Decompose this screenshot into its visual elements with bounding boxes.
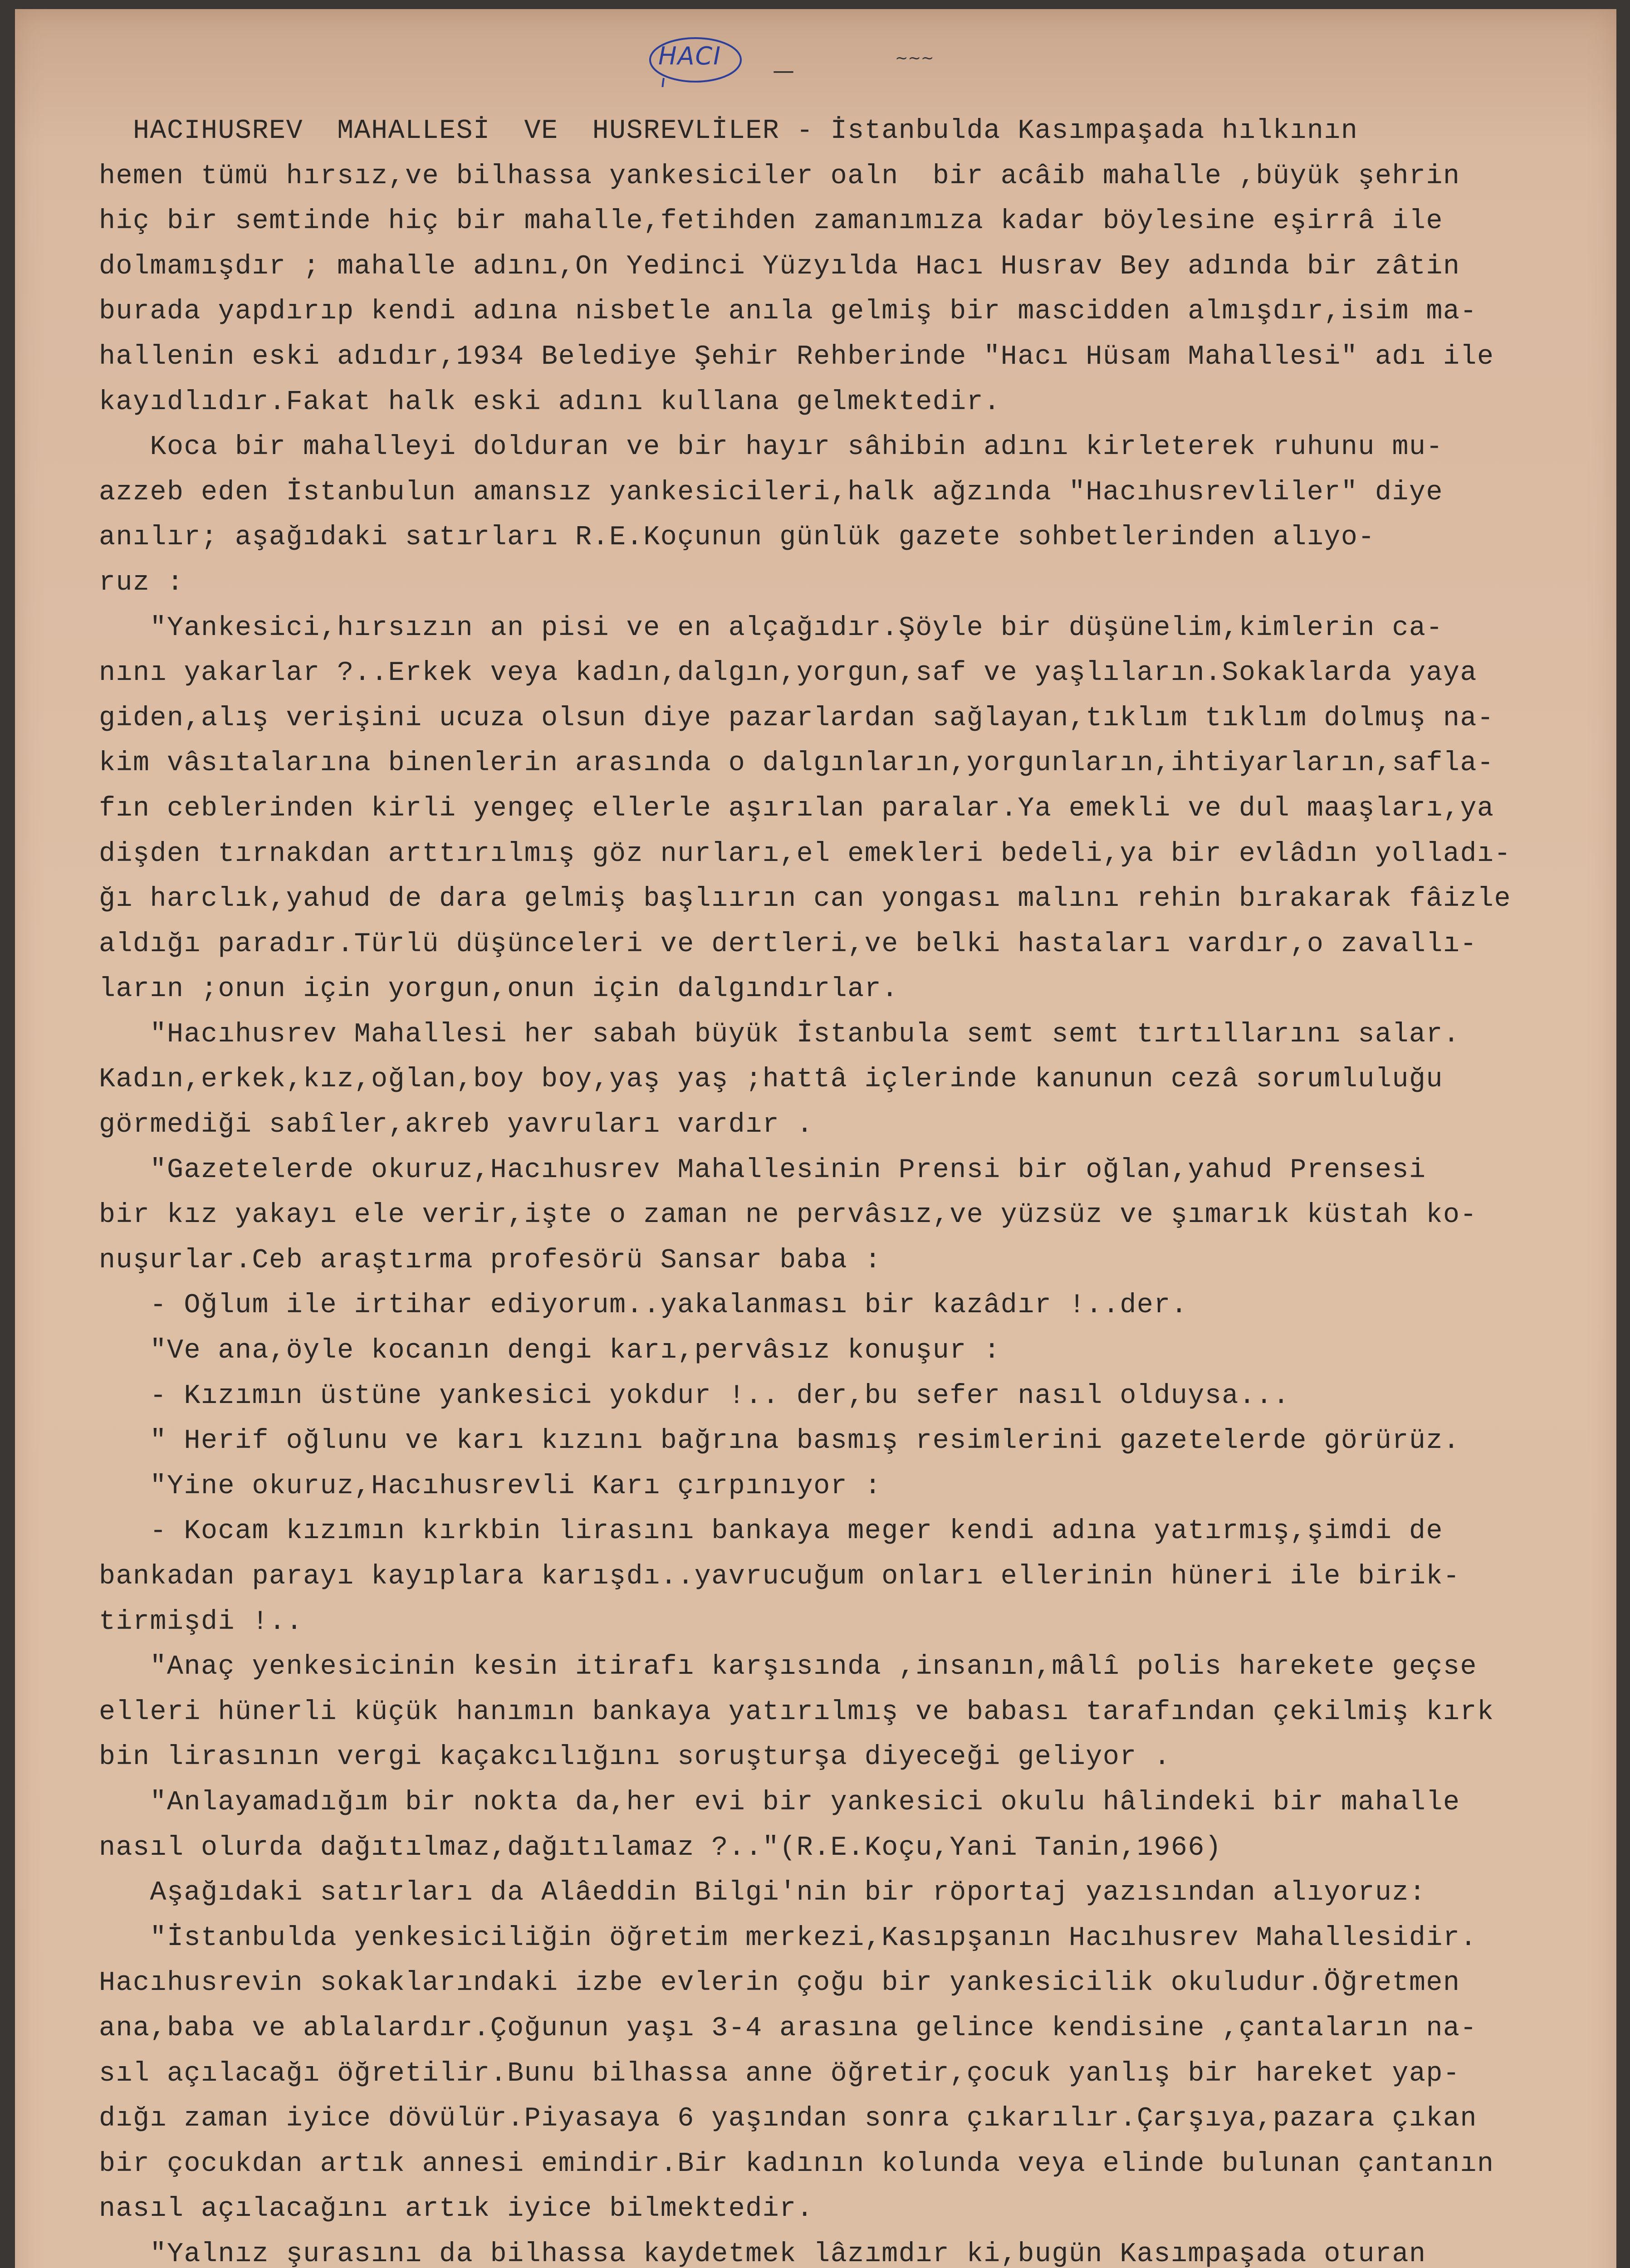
- text-line: hallenin eski adıdır,1934 Belediye Şehir Rehberinde "Hacı Hüsam Mahallesi" adı ile: [99, 341, 1494, 372]
- text-line: bankadan parayı kayıplara karışdı..yavrucuğum onları ellerinin hüneri ile birik-: [99, 1561, 1460, 1592]
- text-line: "Ve ana,öyle kocanın dengi karı,pervâsız konuşur :: [99, 1335, 1001, 1367]
- text-line: ana,baba ve ablalardır.Çoğunun yaşı 3-4 arasına gelince kendisine ,çantaların na-: [99, 2013, 1477, 2044]
- text-line: "Yankesici,hırsızın an pisi ve en alçağıdır.Şöyle bir düşünelim,kimlerin ca-: [99, 612, 1443, 644]
- text-line: - Oğlum ile irtihar ediyorum..yakalanması bir kazâdır !..der.: [99, 1290, 1188, 1321]
- document-page: [15, 9, 1616, 2268]
- text-line: bir çocukdan artık annesi emindir.Bir kadının kolunda veya elinde bulunan çantanın: [99, 2148, 1494, 2180]
- text-line: nasıl açılacağını artık iyice bilmektedir.: [99, 2194, 814, 2225]
- text-line: "Anaç yenkesicinin kesin itirafı karşısında ,insanın,mâlî polis harekete geçse: [99, 1652, 1477, 1683]
- text-line: burada yapdırıp kendi adına nisbetle anıla gelmiş bir mascidden almışdır,isim ma-: [99, 296, 1477, 327]
- handwritten-dash: —: [773, 58, 794, 83]
- text-line: " Herif oğlunu ve karı kızını bağrına basmış resimlerini gazetelerde görürüz.: [99, 1426, 1460, 1457]
- text-line: kayıdlıdır.Fakat halk eski adını kullana gelmektedir.: [99, 386, 1001, 418]
- text-line: dişden tırnakdan arttırılmış göz nurları,el emekleri bedeli,ya bir evlâdın yolladı-: [99, 838, 1511, 870]
- text-line: azzeb eden İstanbulun amansız yankesicileri,halk ağzında "Hacıhusrevliler" diye: [99, 477, 1443, 508]
- text-line: ruz :: [99, 567, 184, 598]
- text-line: HACIHUSREV MAHALLESİ VE HUSREVLİLER - İstanbulda Kasımpaşada hılkının: [99, 116, 1358, 147]
- text-line: nasıl olurda dağıtılmaz,dağıtılamaz ?.."(R.E.Koçu,Yani Tanin,1966): [99, 1832, 1222, 1863]
- text-line: hiç bir semtinde hiç bir mahalle,fetihden zamanımıza kadar böylesine eşirrâ ile: [99, 206, 1443, 237]
- text-line: hemen tümü hırsız,ve bilhassa yankesiciler oaln bir acâib mahalle ,büyük şehrin: [99, 161, 1460, 192]
- text-line: görmediği sabîler,akreb yavruları vardır .: [99, 1110, 814, 1141]
- typewritten-body: [99, 109, 1610, 2268]
- text-line: anılır; aşağıdaki satırları R.E.Koçunun günlük gazete sohbetlerinden alıyo-: [99, 522, 1375, 553]
- text-line: Hacıhusrevin sokaklarındaki izbe evlerin çoğu bir yankesicilik okuludur.Öğretmen: [99, 1968, 1460, 1999]
- text-line: "İstanbulda yenkesiciliğin öğretim merkezi,Kasıpşanın Hacıhusrev Mahallesidir.: [99, 1922, 1477, 1954]
- handwritten-scribble: ~~~: [895, 49, 934, 67]
- text-line: sıl açılacağı öğretilir.Bunu bilhassa anne öğretir,çocuk yanlış bir hareket yap-: [99, 2058, 1460, 2089]
- text-line: ğı harclık,yahud de dara gelmiş başlıırın can yongası malını rehin bırakarak fâizle: [99, 884, 1511, 915]
- text-line: Koca bir mahalleyi dolduran ve bir hayır sâhibin adını kirleterek ruhunu mu-: [99, 432, 1443, 463]
- text-line: kim vâsıtalarına binenlerin arasında o dalgınların,yorgunların,ihtiyarların,safla-: [99, 748, 1494, 779]
- text-line: aldığı paradır.Türlü düşünceleri ve dertleri,ve belki hastaları vardır,o zavallı-: [99, 929, 1477, 960]
- text-line: - Kızımın üstüne yankesici yokdur !.. der,bu sefer nasıl olduysa...: [99, 1380, 1290, 1412]
- text-line: bir kız yakayı ele verir,işte o zaman ne pervâsız,ve yüzsüz ve şımarık küstah ko-: [99, 1200, 1477, 1231]
- text-line: Aşağıdaki satırları da Alâeddin Bilgi'nin bir röportaj yazısından alıyoruz:: [99, 1877, 1426, 1909]
- text-line: bin lirasının vergi kaçakcılığını soruşturşa diyeceği geliyor .: [99, 1742, 1171, 1773]
- text-line: ların ;onun için yorgun,onun için dalgındırlar.: [99, 974, 899, 1005]
- text-line: Kadın,erkek,kız,oğlan,boy boy,yaş yaş ;hattâ içlerinde kanunun cezâ sorumluluğu: [99, 1064, 1443, 1095]
- text-line: dolmamışdır ; mahalle adını,On Yedinci Yüzyılda Hacı Husrav Bey adında bir zâtin: [99, 251, 1460, 282]
- text-line: nuşurlar.Ceb araştırma profesörü Sansar baba :: [99, 1245, 882, 1276]
- text-line: - Kocam kızımın kırkbin lirasını bankaya meger kendi adına yatırmış,şimdi de: [99, 1516, 1443, 1547]
- text-line: elleri hünerli küçük hanımın bankaya yatırılmış ve babası tarafından çekilmiş kırk: [99, 1696, 1494, 1728]
- handwritten-label: HACI: [658, 42, 722, 70]
- text-line: giden,alış verişini ucuza olsun diye pazarlardan sağlayan,tıklım tıklım dolmuş na-: [99, 703, 1494, 734]
- text-line: "Gazetelerde okuruz,Hacıhusrev Mahallesinin Prensi bir oğlan,yahud Prensesi: [99, 1154, 1426, 1186]
- text-line: "Anlayamadığım bir nokta da,her evi bir yankesici okulu hâlindeki bir mahalle: [99, 1787, 1460, 1818]
- text-line: dığı zaman iyice dövülür.Piyasaya 6 yaşından sonra çıkarılır.Çarşıya,pazara çıkan: [99, 2103, 1477, 2135]
- text-line: "Yine okuruz,Hacıhusrevli Karı çırpınıyor :: [99, 1471, 882, 1502]
- text-line: "Hacıhusrev Mahallesi her sabah büyük İstanbula semt semt tırtıllarını salar.: [99, 1019, 1460, 1050]
- text-line: nını yakarlar ?..Erkek veya kadın,dalgın,yorgun,saf ve yaşlıların.Sokaklarda yaya: [99, 658, 1477, 689]
- text-line: fın ceblerinden kirli yengeç ellerle aşırılan paralar.Ya emekli ve dul maaşları,ya: [99, 793, 1494, 824]
- text-line: tirmişdi !..: [99, 1606, 303, 1637]
- text-line: "Yalnız şurasını da bilhassa kaydetmek lâzımdır ki,bugün Kasımpaşada oturan: [99, 2239, 1426, 2268]
